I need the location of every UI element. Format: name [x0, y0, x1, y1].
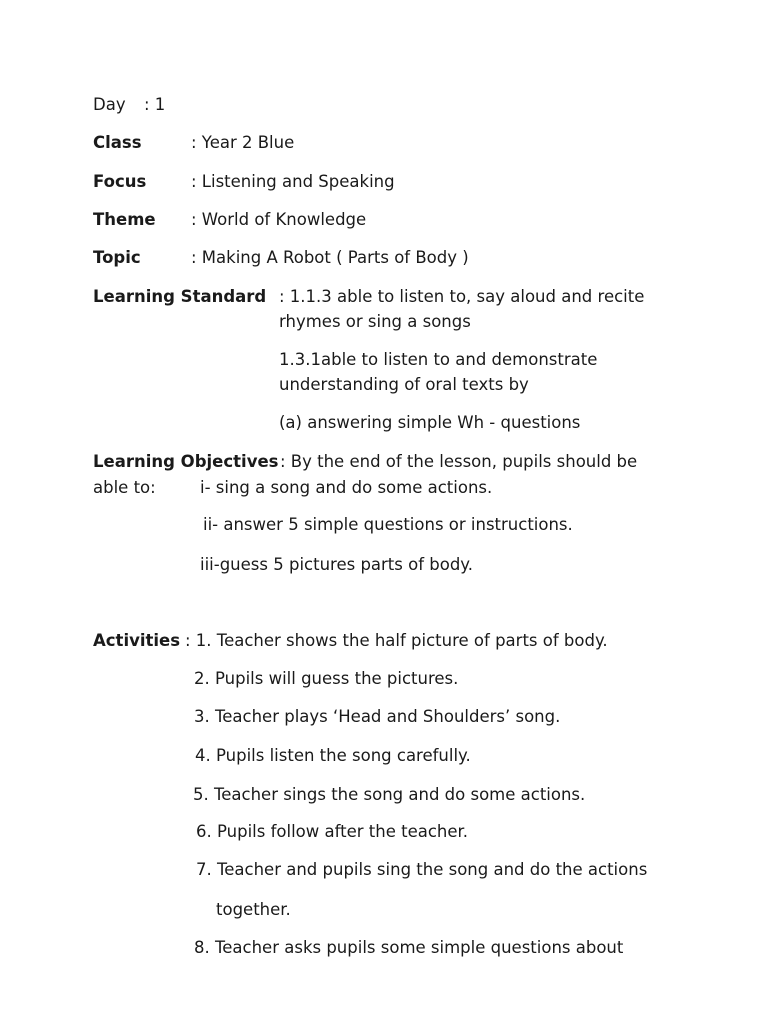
activity-item-7: 7. Teacher and pupils sing the song and do the actions [196, 860, 648, 879]
learning-objectives-label: Learning Objectives [93, 452, 279, 471]
learning-standard-line-3: 1.3.1able to listen to and demonstrate [279, 350, 598, 369]
topic-value: : Making A Robot ( Parts of Body ) [191, 248, 469, 267]
activity-item-5: 5. Teacher sings the song and do some actions. [193, 785, 586, 804]
activity-item-8: 8. Teacher asks pupils some simple questions about [194, 938, 624, 957]
learning-objective-item-1: i- sing a song and do some actions. [200, 478, 493, 497]
learning-standard-line-2: rhymes or sing a songs [279, 312, 471, 331]
learning-objective-item-3: iii-guess 5 pictures parts of body. [200, 555, 473, 574]
day-label: Day [93, 95, 126, 114]
activity-item-4: 4. Pupils listen the song carefully. [195, 746, 471, 765]
class-label: Class [93, 133, 142, 152]
learning-objectives-intro: : By the end of the lesson, pupils should be [280, 452, 638, 471]
theme-label: Theme [93, 210, 156, 229]
activity-item-3: 3. Teacher plays ‘Head and Shoulders’ song. [194, 707, 561, 726]
topic-label: Topic [93, 248, 141, 267]
activity-item-2: 2. Pupils will guess the pictures. [194, 669, 459, 688]
focus-label: Focus [93, 172, 147, 191]
day-value: : 1 [144, 95, 166, 114]
learning-objective-item-2: ii- answer 5 simple questions or instructions. [203, 515, 573, 534]
focus-value: : Listening and Speaking [191, 172, 395, 191]
learning-standard-label: Learning Standard [93, 287, 267, 306]
activity-item-6: 6. Pupils follow after the teacher. [196, 822, 469, 841]
theme-value: : World of Knowledge [191, 210, 367, 229]
activity-item-7-continued: together. [216, 900, 291, 919]
activities-label: Activities [93, 631, 181, 650]
activity-item-1: : 1. Teacher shows the half picture of parts of body. [185, 631, 608, 650]
learning-standard-line-1: : 1.1.3 able to listen to, say aloud and recite [279, 287, 645, 306]
learning-objectives-able-to: able to: [93, 478, 156, 497]
learning-standard-line-5: (a) answering simple Wh - questions [279, 413, 581, 432]
class-value: : Year 2 Blue [191, 133, 295, 152]
learning-standard-line-4: understanding of oral texts by [279, 375, 529, 394]
